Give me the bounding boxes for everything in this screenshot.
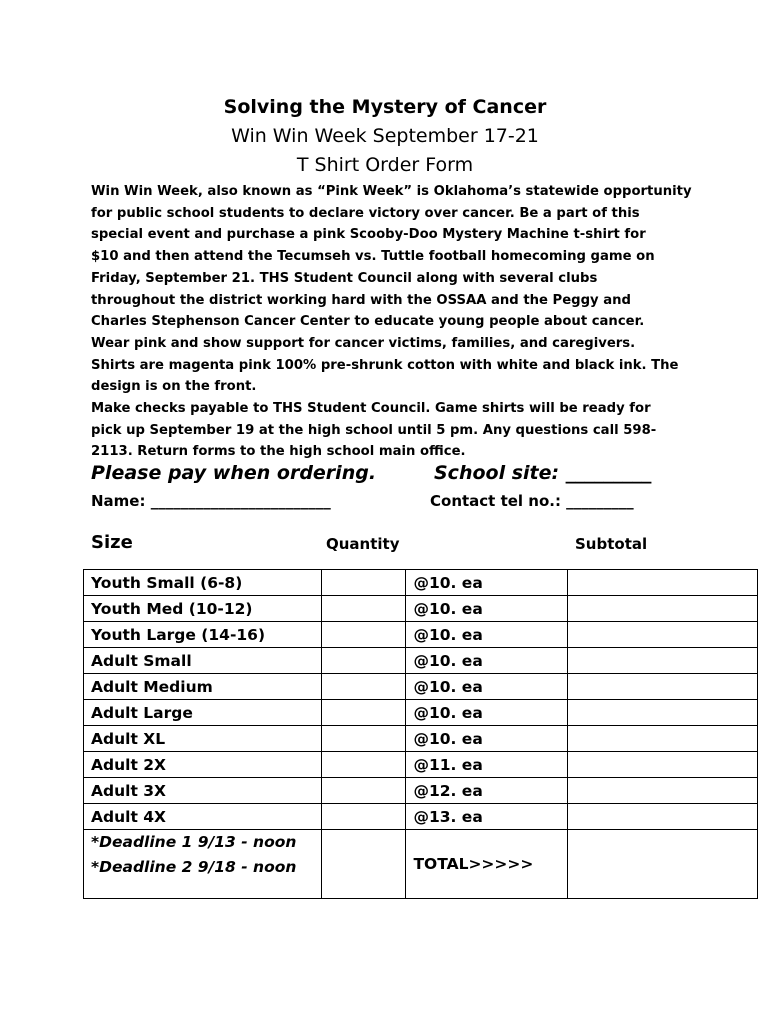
size-cell: Youth Small (6-8) <box>84 570 322 596</box>
table-row <box>84 726 758 752</box>
deadlines-cell <box>84 830 322 899</box>
body-line: special event and purchase a pink Scooby-Doo Mystery Machine t-shirt for <box>91 227 646 243</box>
payment-row <box>91 462 691 490</box>
subtotal-cell[interactable] <box>567 570 757 596</box>
price-cell: @10. ea <box>406 596 567 622</box>
price-cell: @10. ea <box>406 622 567 648</box>
price-cell: @10. ea <box>406 648 567 674</box>
school-site-field[interactable]: School site: _________ <box>434 462 652 484</box>
size-cell: Adult 3X <box>84 778 322 804</box>
subtotal-cell[interactable] <box>567 804 757 830</box>
deadline-2: *Deadline 2 9/18 - noon <box>91 858 297 876</box>
pay-notice: Please pay when ordering. <box>91 462 377 484</box>
quantity-cell[interactable] <box>322 674 406 700</box>
size-cell: Adult Large <box>84 700 322 726</box>
table-row <box>84 596 758 622</box>
size-cell: Youth Med (10-12) <box>84 596 322 622</box>
quantity-cell[interactable] <box>322 700 406 726</box>
subtotal-cell[interactable] <box>567 648 757 674</box>
quantity-cell[interactable] <box>322 726 406 752</box>
price-cell: @11. ea <box>406 752 567 778</box>
price-cell: @10. ea <box>406 726 567 752</box>
body-line: Charles Stephenson Cancer Center to educate young people about cancer. <box>91 314 645 330</box>
body-line: pick up September 19 at the high school until 5 pm. Any questions call 598- <box>91 422 657 438</box>
quantity-column-header: Quantity <box>326 535 400 553</box>
deadline-1: *Deadline 1 9/13 - noon <box>91 833 297 851</box>
price-cell: @10. ea <box>406 674 567 700</box>
quantity-cell[interactable] <box>322 570 406 596</box>
size-cell: Adult Small <box>84 648 322 674</box>
form-name: T Shirt Order Form <box>296 154 474 176</box>
subtotal-column-header: Subtotal <box>575 535 648 553</box>
subtotal-cell[interactable] <box>567 700 757 726</box>
price-cell: @10. ea <box>406 570 567 596</box>
total-amount-cell[interactable] <box>567 830 757 899</box>
quantity-cell[interactable] <box>322 622 406 648</box>
table-row <box>84 622 758 648</box>
table-row <box>84 752 758 778</box>
body-line: Make checks payable to THS Student Council. Game shirts will be ready for <box>91 401 651 417</box>
subtotal-cell[interactable] <box>567 752 757 778</box>
contact-row <box>91 492 691 516</box>
quantity-cell[interactable] <box>322 596 406 622</box>
size-column-header: Size <box>91 532 133 553</box>
price-cell: @13. ea <box>406 804 567 830</box>
subtotal-cell[interactable] <box>567 674 757 700</box>
body-line: design is on the front. <box>91 379 257 395</box>
body-line: for public school students to declare victory over cancer. Be a part of this <box>91 205 640 221</box>
description-text <box>91 181 691 463</box>
body-line: Wear pink and show support for cancer victims, families, and caregivers. <box>91 335 636 351</box>
price-cell: @12. ea <box>406 778 567 804</box>
subtotal-cell[interactable] <box>567 778 757 804</box>
size-cell: Adult 4X <box>84 804 322 830</box>
size-cell: Adult 2X <box>84 752 322 778</box>
size-cell: Youth Large (14-16) <box>84 622 322 648</box>
quantity-cell[interactable] <box>322 778 406 804</box>
price-cell: @10. ea <box>406 700 567 726</box>
total-label: TOTAL>>>>> <box>406 830 567 899</box>
total-row <box>84 830 758 899</box>
size-cell: Adult XL <box>84 726 322 752</box>
name-field[interactable]: Name: ________________________ <box>91 492 331 510</box>
table-row <box>84 804 758 830</box>
subtotal-cell[interactable] <box>567 622 757 648</box>
event-dates: Win Win Week September 17-21 <box>231 125 539 147</box>
body-line: Win Win Week, also known as “Pink Week” is Oklahoma’s statewide opportunity <box>91 184 692 199</box>
body-line: $10 and then attend the Tecumseh vs. Tuttle football homecoming game on <box>91 249 655 265</box>
quantity-cell[interactable] <box>322 648 406 674</box>
body-line: Friday, September 21. THS Student Council along with several clubs <box>91 270 598 286</box>
table-row <box>84 648 758 674</box>
contact-tel-field[interactable]: Contact tel no.: _________ <box>430 492 634 510</box>
body-line: throughout the district working hard with the OSSAA and the Peggy and <box>91 292 631 308</box>
subtotal-cell[interactable] <box>567 726 757 752</box>
table-row <box>84 674 758 700</box>
size-cell: Adult Medium <box>84 674 322 700</box>
body-line: Shirts are magenta pink 100% pre-shrunk cotton with white and black ink. The <box>91 357 679 373</box>
body-line: 2113. Return forms to the high school main office. <box>91 444 466 460</box>
subtotal-cell[interactable] <box>567 596 757 622</box>
quantity-cell[interactable] <box>322 752 406 778</box>
order-table <box>83 569 758 899</box>
table-row <box>84 570 758 596</box>
quantity-cell <box>322 830 406 899</box>
document-title: Solving the Mystery of Cancer <box>223 96 547 118</box>
table-row <box>84 778 758 804</box>
table-row <box>84 700 758 726</box>
quantity-cell[interactable] <box>322 804 406 830</box>
